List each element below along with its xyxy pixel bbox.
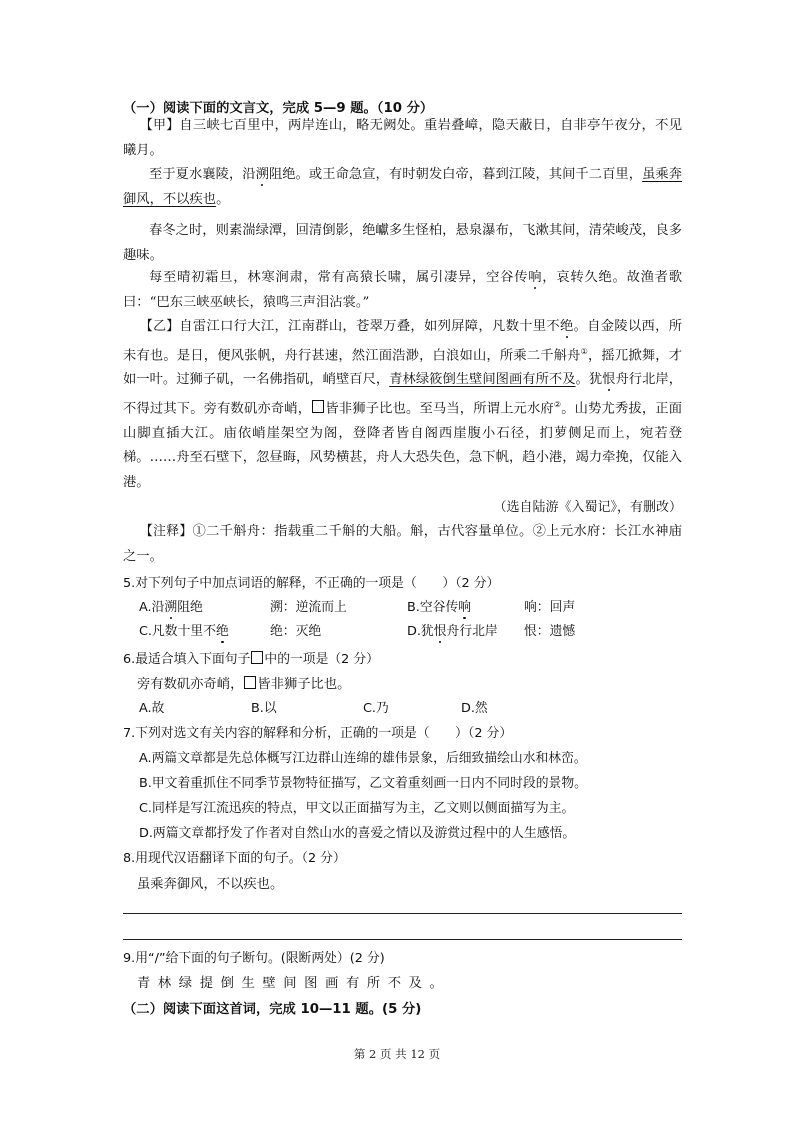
yi-text-e: 舟行北岸，不得过其下。旁有数矶亦奇峭，	[123, 372, 683, 417]
q6-option-d: D.然	[461, 701, 488, 716]
yi-dotted-word-2: 恨	[602, 372, 616, 388]
annotation	[123, 520, 682, 569]
q5-stem: 5.对下列句子中加点词语的解释，不正确的一项是（ ）（2 分）	[123, 576, 500, 591]
q6-stem	[123, 651, 379, 669]
yi-text-g: 。山势尤秀拔，正面山脚直插大江。庙依峭崖架空为阁，登降者皆自阁西崖腹小石径，扪萝侧足而上，宛若登梯。……舟至石壁下，忽昼晦，风势横甚，舟人大恐失色，急下帆，趋小港，竭力牵挽，仅能入港。	[123, 401, 683, 490]
q5-a-label: A.沿	[139, 600, 165, 615]
yi-text-c: ，摇兀掀舞，才如一叶。过狮子矶，一名佛指矶，峭壁百尺，	[123, 347, 683, 388]
q9-stem: 9.用“/”给下面的句子断句。(限断两处）(2 分)	[123, 951, 385, 966]
answer-line-2[interactable]	[123, 939, 682, 940]
jia-p1-body: 自三峡七百里中，两岸连山，略无阙处。重岩叠嶂，隐天蔽日，自非亭午夜分，不见曦月。	[123, 118, 683, 158]
jia-p4-dotted-word: 响	[528, 270, 543, 285]
note-marker-1: ①	[580, 346, 588, 356]
jia-p2-text-b: 阻绝。或王命急宣，有时朝发白帝，暮到江陵，其间千二百里，	[268, 167, 643, 182]
q6-stem-a: 6.最适合填入下面句子	[123, 652, 251, 667]
yi-text-d: 。犹	[575, 372, 603, 388]
yi-passage	[123, 315, 682, 495]
page-footer: 第 2 页 共 12 页	[353, 1047, 441, 1061]
jia-p2-text-a: 至于夏水襄陵，沿	[149, 167, 256, 182]
note-marker-2: ②	[553, 399, 562, 409]
annotation-label: 【注释】	[140, 524, 193, 539]
yi-text-a: 自雷江口行大江，江南群山，苍翠万叠，如列屏障，凡数十里不	[179, 319, 560, 334]
yi-text-b: 。自金陵以西，所未有也。是日，便风张帆，舟行甚速，然江面浩渺，白浪如山，所乘二千斛舟	[123, 319, 683, 363]
q7-option-d: D.两篇文章都抒发了作者对自然山水的喜爱之情以及游赏过程中的人生感悟。	[139, 826, 576, 841]
q5-option-c-explanation: 绝：灭绝	[270, 624, 322, 639]
q9-sentence: 青林绿提倒生壁间图画有所不及。	[137, 976, 451, 991]
q5-option-a-explanation: 溯：逆流而上	[270, 600, 347, 615]
blank-box	[312, 400, 324, 413]
yi-dotted-word-1: 绝	[559, 319, 574, 334]
q6-option-c: C.乃	[363, 701, 389, 716]
jia-paragraph-2	[123, 163, 682, 212]
q5-c-label: C.凡数十里不	[139, 624, 216, 639]
q5-d-label: D.犹	[407, 624, 434, 639]
section1-heading: （一）阅读下面的文言文，完成 5—9 题。（10 分）	[123, 101, 434, 116]
jia-p2-underlined-sentence: 虽乘奔御风，不以疾也	[123, 167, 683, 207]
annotation-text: ①二千斛舟：指载重二千斛的大船。斛，古代容量单位。②上元水府：长江水神庙之一。	[123, 524, 683, 564]
jia-paragraph-3: 春冬之时，则素湍绿潭，回清倒影，绝巘多生怪柏，悬泉瀑布，飞漱其间，清荣峻茂，良多趣味。	[123, 223, 682, 263]
section2-heading: （二）阅读下面这首词，完成 10—11 题。(5 分)	[123, 1002, 422, 1017]
q5-option-d	[407, 623, 498, 641]
q6-sentence-box	[244, 676, 256, 689]
q5-b-dotted: 响	[458, 600, 472, 615]
yi-text-f: 皆非狮子比也。至马当，所谓上元水府	[325, 401, 554, 417]
q6-sentence-a: 旁有数矶亦奇峭，	[137, 677, 244, 692]
q7-stem: 7.下列对选文有关内容的解释和分析，正确的一项是（ ）（2 分）	[123, 726, 513, 741]
answer-line-1[interactable]	[123, 913, 682, 914]
q6-option-a: A.故	[139, 701, 165, 716]
q7-option-c: C.同样是写江流迅疾的特点，甲文以正面描写为主，乙文则以侧面描写为主。	[139, 801, 575, 816]
q5-option-a	[139, 599, 203, 617]
q5-b-label: B.空谷传	[407, 600, 459, 615]
q5-d-dotted: 恨	[433, 624, 447, 639]
q6-sentence	[137, 676, 350, 694]
jia-p4-text-b: ，哀转久绝。故渔者歌曰：“巴东三峡巫峡长，猿鸣三声泪沾裳。”	[123, 270, 683, 310]
jia-paragraph-1	[123, 114, 682, 163]
jia-paragraph-4	[123, 266, 682, 315]
q5-option-b-explanation: 响：回声	[524, 600, 576, 615]
yi-underlined-sentence: 青林绿筱倒生壁间图画有所不及	[389, 372, 576, 388]
q6-sentence-b: 皆非狮子比也。	[257, 677, 351, 692]
q6-stem-b: 中的一项是（2 分）	[264, 652, 379, 667]
q7-option-a: A.两篇文章都是先总体概写江边群山连绵的雄伟景象，后细致描绘山水和林峦。	[139, 751, 587, 766]
jia-p2-text-c: 。	[216, 191, 230, 207]
q5-option-d-explanation: 恨：遗憾	[524, 624, 576, 639]
source-citation: （选自陆游《入蜀记》，有删改）	[493, 500, 682, 515]
q8-stem: 8.用现代汉语翻译下面的句子。（2 分）	[123, 851, 346, 866]
q5-a-dotted: 溯	[164, 600, 178, 615]
q5-d-rest: 舟行北岸	[446, 624, 498, 639]
q5-option-b	[407, 599, 471, 617]
jia-tag: 【甲】	[140, 118, 180, 133]
q8-sentence: 虽乘奔御风，不以疾也。	[137, 877, 284, 892]
q5-c-dotted: 绝	[216, 624, 229, 639]
q6-stem-box	[251, 651, 263, 664]
jia-p4-text-a: 每至晴初霜旦，林寒涧肃，常有高猿长啸，属引凄异，空谷传	[149, 270, 529, 285]
q7-option-b: B.甲文着重抓住不同季节景物特征描写，乙文着重刻画一日内不同时段的景物。	[139, 776, 587, 791]
q5-a-rest: 阻绝	[177, 600, 203, 615]
q5-option-c	[139, 623, 229, 641]
q6-option-b: B.以	[251, 701, 277, 716]
jia-p2-dotted-word: 溯	[255, 167, 269, 182]
yi-tag: 【乙】	[140, 319, 180, 334]
